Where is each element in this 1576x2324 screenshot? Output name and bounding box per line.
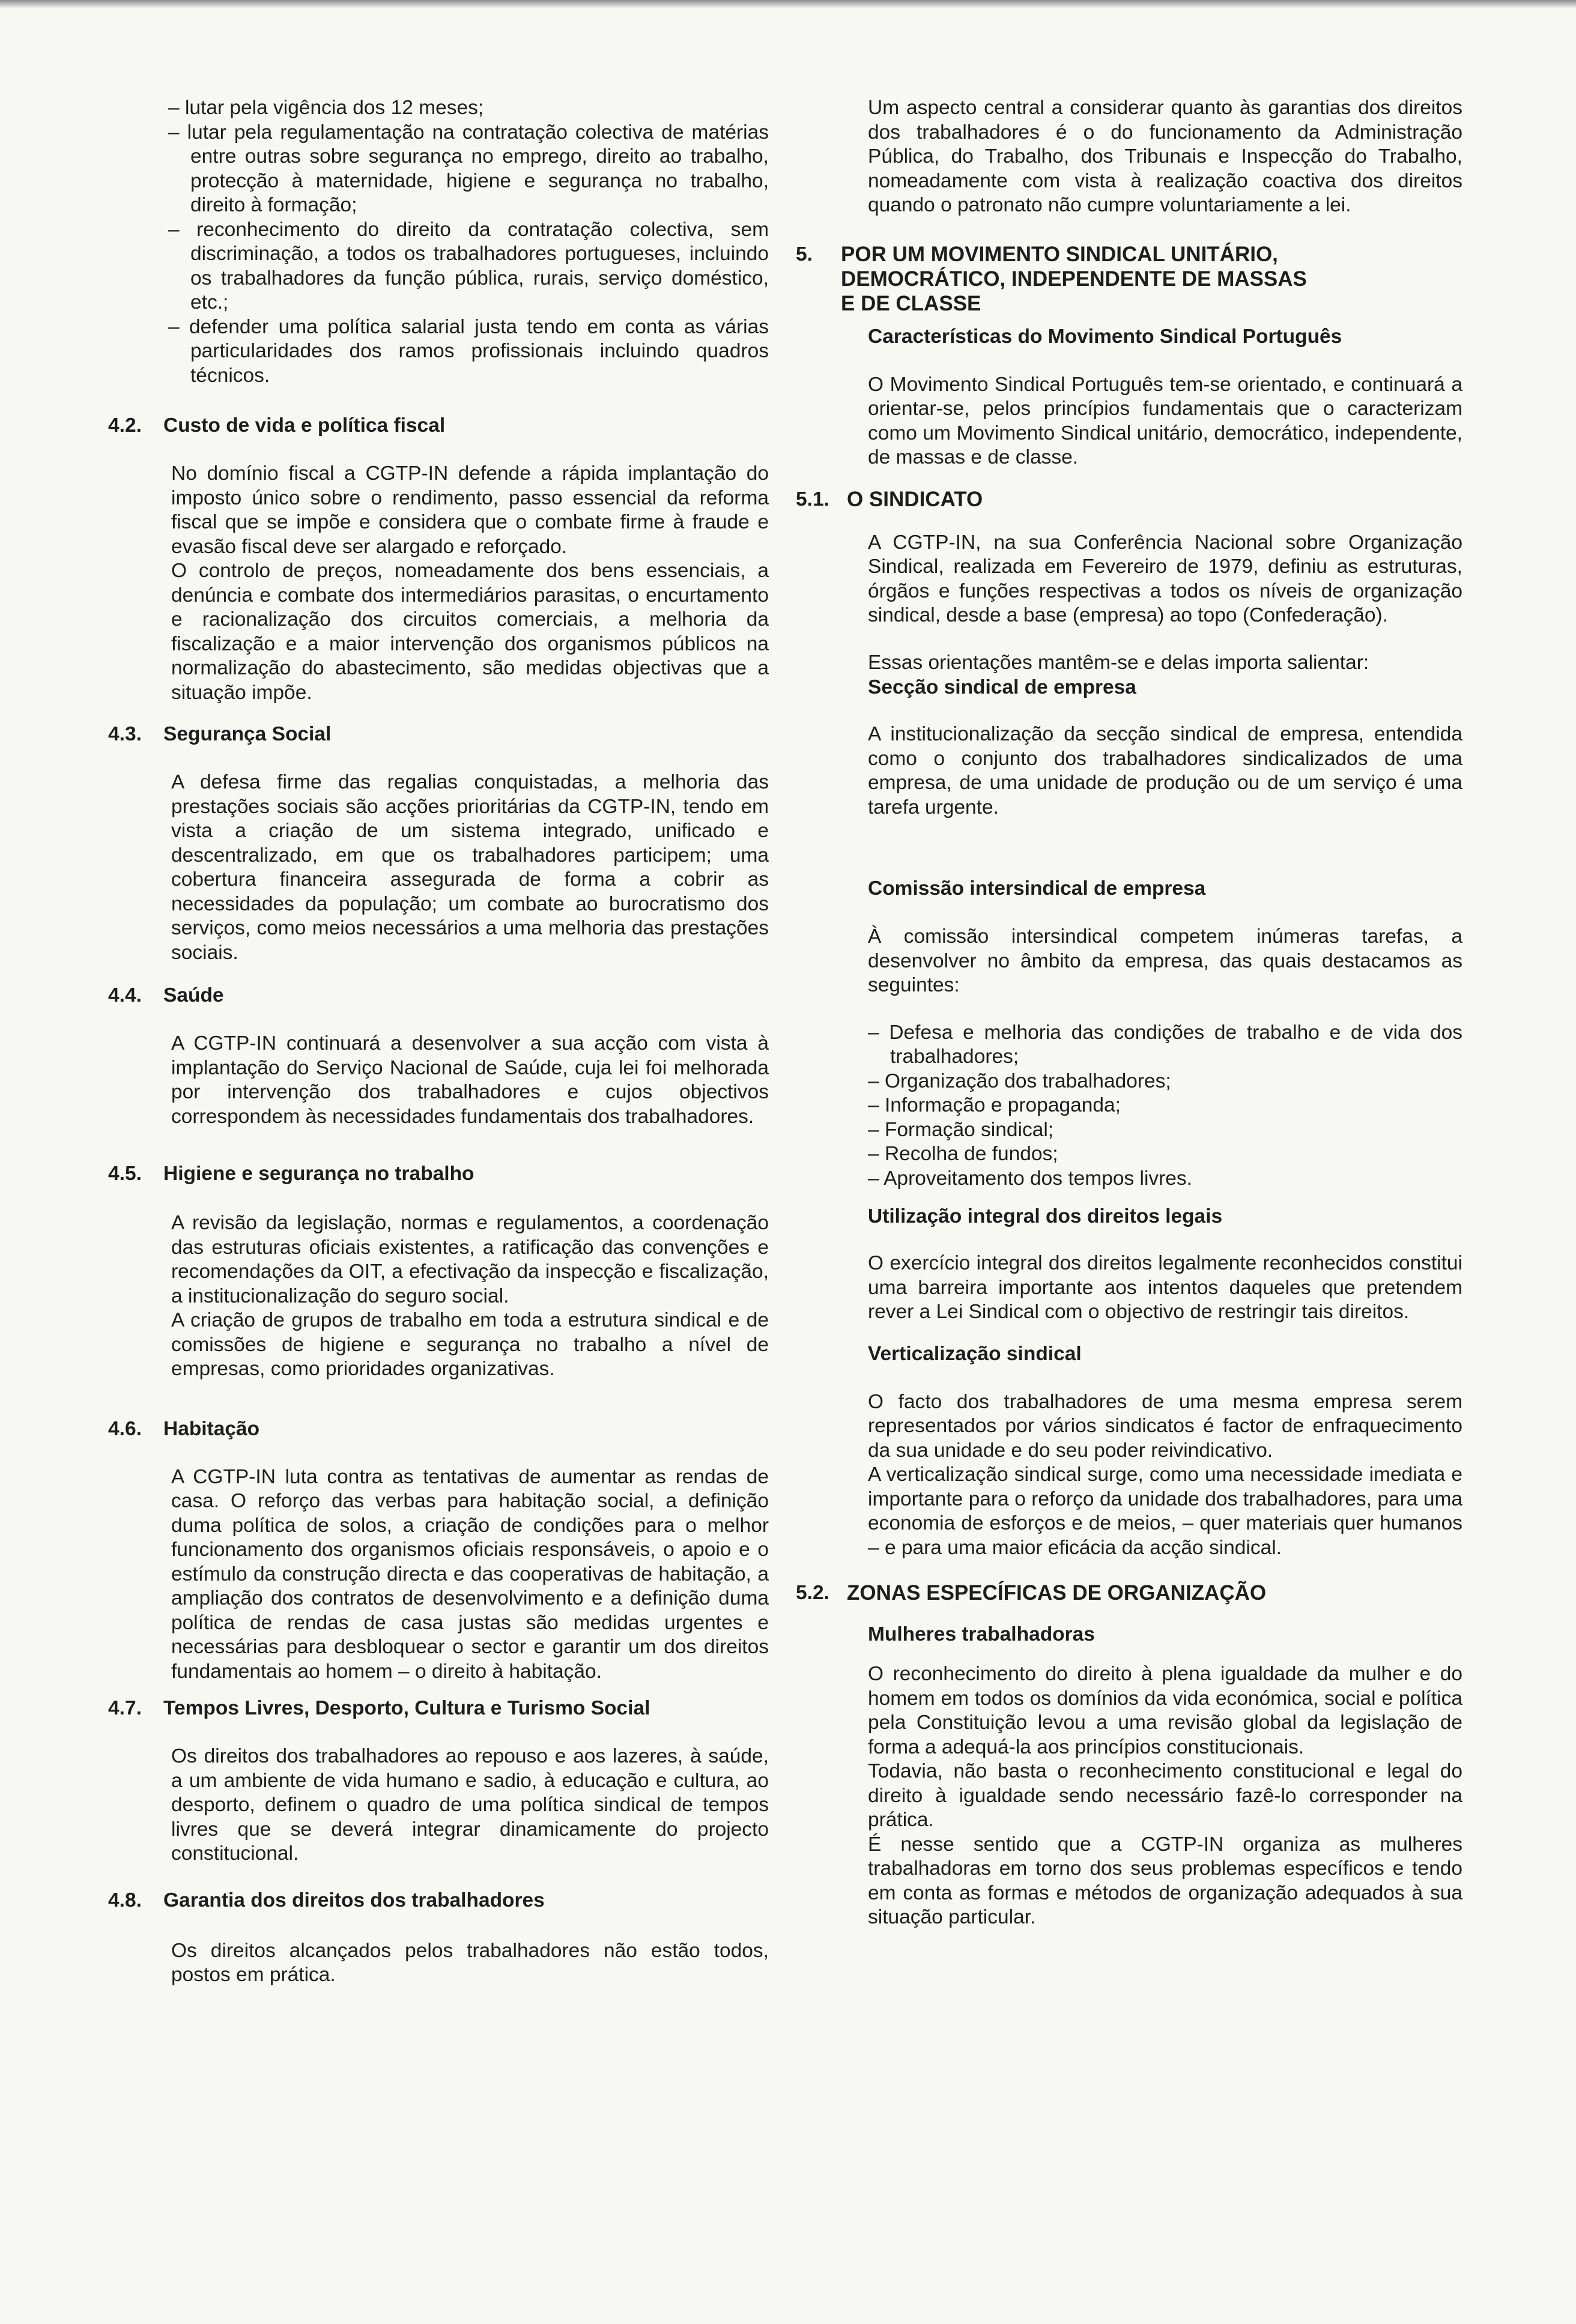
paragraph: Os direitos alcançados pelos trabalhadores não estão todos, postos em prática.: [171, 1939, 769, 1986]
paragraph: A CGTP-IN continuará a desenvolver a sua acção com vista à implantação do Serviço Nacional de Saúde, cuja lei foi melhorada por intervenção dos trabalhadores e cujos objectivos correspondem às necessidades fundamentais dos trabalhadores.: [171, 1032, 769, 1128]
bullet-list: [168, 96, 769, 388]
subsection-title: Comissão intersindical de empresa: [868, 877, 1206, 900]
paragraph: Essas orientações mantêm-se e delas importa salientar:: [868, 651, 1369, 674]
section-title: ZONAS ESPECÍFICAS DE ORGANIZAÇÃO: [847, 1581, 1267, 1605]
list-item: – Defesa e melhoria das condições de trabalho e de vida dos trabalhadores;: [868, 1021, 1462, 1068]
list-item: – Recolha de fundos;: [868, 1143, 1058, 1165]
list-item: – lutar pela regulamentação na contratação colectiva de matérias entre outras sobre segurança no emprego, direito ao trabalho, protecção à maternidade, higiene e segurança no trabalho, direito à formação;: [168, 121, 769, 216]
section-heading-4-7: [108, 1696, 769, 1720]
section-heading-4-2: [108, 413, 769, 438]
section-number: 5.: [796, 243, 813, 265]
section-heading-4-6: [108, 1417, 769, 1441]
paragraph: Um aspecto central a considerar quanto às garantias dos direitos dos trabalhadores é o do funcionamento da Administração Pública, do Trabalho, dos Tribunais e Inspecção do Trabalho, nomeadamente com vista à realização coactiva dos direitos quando o patronato não cumpre voluntariamente a lei.: [868, 97, 1462, 216]
paragraph: O Movimento Sindical Português tem-se orientado, e continuará a orientar-se, pelos princípios fundamentais que o caracterizam como um Movimento Sindical unitário, democrático, independente, de massas e de classe.: [868, 373, 1462, 468]
scan-edge: [0, 0, 1576, 8]
list-item: – defender uma política salarial justa tendo em conta as várias particularidades dos ramos profissionais incluindo quadros técnicos.: [168, 315, 769, 387]
paragraph: A verticalização sindical surge, como uma necessidade imediata e importante para o reforço da unidade dos trabalhadores, para uma economia de esforços e de meios, – quer materiais quer humanos – e para uma maior eficácia da acção sindical.: [868, 1463, 1462, 1559]
section-number: 4.3.: [108, 723, 142, 745]
section-title: [841, 242, 1462, 316]
section-heading-4-8: [108, 1888, 769, 1913]
paragraph: No domínio fiscal a CGTP-IN defende a rápida implantação do imposto único sobre o rendimento, passo essencial da reforma fiscal que se impõe e considera que o combate firme à fraude e evasão fiscal deve ser alargado e reforçado.: [171, 462, 769, 558]
section-number: 4.6.: [108, 1417, 142, 1440]
section-number: 4.8.: [108, 1889, 142, 1911]
paragraph: A institucionalização da secção sindical de empresa, entendida como o conjunto dos trabalhadores sindicalizados de uma empresa, de uma unidade de produção ou de um serviço é uma tarefa urgente.: [868, 723, 1462, 819]
section-number: 5.2.: [796, 1582, 829, 1604]
subsection-title: Secção sindical de empresa: [868, 676, 1136, 698]
paragraph: A CGTP-IN, na sua Conferência Nacional sobre Organização Sindical, realizada em Fevereiro de 1979, definiu as estruturas, órgãos e funções respectivas a todos os níveis de organização sindical, desde a base (empresa) ao topo (Confederação).: [868, 531, 1462, 626]
section-number: 4.4.: [108, 984, 142, 1006]
list-item: – lutar pela vigência dos 12 meses;: [168, 97, 484, 119]
right-column: [796, 96, 1462, 1930]
section-title: O SINDICATO: [847, 487, 983, 511]
section-title: Custo de vida e política fiscal: [163, 414, 446, 437]
list-item: – Aproveitamento dos tempos livres.: [868, 1167, 1192, 1190]
subsection-title: Características do Movimento Sindical Português: [868, 325, 1342, 348]
section-heading-4-4: [108, 983, 769, 1008]
section-title: Saúde: [163, 984, 224, 1006]
task-list: [868, 1021, 1462, 1191]
section-title: Tempos Livres, Desporto, Cultura e Turismo Social: [163, 1697, 650, 1719]
section-title: Segurança Social: [163, 723, 332, 745]
list-item: – Organização dos trabalhadores;: [868, 1070, 1171, 1092]
paragraph: A defesa firme das regalias conquistadas, a melhoria das prestações sociais são acções prioritárias da CGTP-IN, tendo em vista a criação de um sistema integrado, unificado e descentralizado, em que os trabalhadores participem; uma cobertura financeira assegurada de forma a cobrir as necessidades da população; um combate ao burocratismo dos serviços, como meios necessários a uma melhoria das prestações sociais.: [171, 771, 769, 964]
paragraph: É nesse sentido que a CGTP-IN organiza as mulheres trabalhadoras em torno dos seus problemas específicos e tendo em conta as formas e métodos de organização adequados à sua situação particular.: [868, 1833, 1462, 1928]
paragraph: A criação de grupos de trabalho em toda a estrutura sindical e de comissões de higiene e segurança no trabalho a nível de empresas, como prioridades organizativas.: [171, 1309, 769, 1380]
section-heading-4-5: [108, 1161, 769, 1186]
section-title: Habitação: [163, 1417, 260, 1440]
paragraph: À comissão intersindical competem inúmeras tarefas, a desenvolver no âmbito da empresa, das quais destacamos as seguintes:: [868, 925, 1462, 996]
section-title-line: DEMOCRÁTICO, INDEPENDENTE DE MASSAS: [841, 267, 1307, 291]
section-heading-4-3: [108, 722, 769, 746]
subsection-title: Mulheres trabalhadoras: [868, 1623, 1095, 1645]
list-item: – Informação e propaganda;: [868, 1094, 1121, 1116]
section-heading-5-1: [796, 487, 1462, 512]
subsection-title: Verticalização sindical: [868, 1342, 1082, 1365]
paragraph: O facto dos trabalhadores de uma mesma empresa serem representados por vários sindicatos é factor de enfraquecimento da sua unidade e do seu poder reivindicativo.: [868, 1390, 1462, 1462]
subsection-title: Utilização integral dos direitos legais: [868, 1205, 1223, 1227]
paragraph: Todavia, não basta o reconhecimento constitucional e legal do direito à igualdade sendo necessário fazê-lo corresponder na prática.: [868, 1760, 1462, 1831]
paragraph: Os direitos dos trabalhadores ao repouso e aos lazeres, à saúde, a um ambiente de vida humano e sadio, à educação e cultura, ao desporto, definem o quadro de uma política sindical de tempos livres que se deverá integrar dinamicamente do projecto constitucional.: [171, 1745, 769, 1865]
paragraph: O exercício integral dos direitos legalmente reconhecidos constitui uma barreira importante aos intentos daqueles que pretendem rever a Lei Sindical com o objectivo de restringir tais direitos.: [868, 1252, 1462, 1323]
paragraph: O controlo de preços, nomeadamente dos bens essenciais, a denúncia e combate dos intermediários parasitas, o encurtamento e racionalização dos circuitos comerciais, a melhoria da fiscalização e a maior intervenção dos organismos públicos na normalização do abastecimento, são medidas objectivas que a situação impõe.: [171, 560, 769, 704]
section-title: Garantia dos direitos dos trabalhadores: [163, 1889, 545, 1911]
section-heading-5: [796, 242, 1462, 316]
list-item: – Formação sindical;: [868, 1118, 1054, 1141]
section-title-line: POR UM MOVIMENTO SINDICAL UNITÁRIO,: [841, 242, 1278, 266]
section-number: 4.7.: [108, 1697, 142, 1719]
section-title: Higiene e segurança no trabalho: [163, 1163, 474, 1185]
section-heading-5-2: [796, 1581, 1462, 1605]
paragraph: O reconhecimento do direito à plena igualdade da mulher e do homem em todos os domínios da vida económica, social e política pela Constituição levou a uma revisão global da legislação de forma a adequá-la aos princípios constitucionais.: [868, 1663, 1462, 1758]
paragraph: A CGTP-IN luta contra as tentativas de aumentar as rendas de casa. O reforço das verbas para habitação social, a definição duma política de solos, a criação de condições para o melhor funcionamento dos organismos oficiais responsáveis, o apoio e o estímulo da construção directa e das cooperativas de habitação, a ampliação dos contratos de desenvolvimento e a definição duma política de rendas de casa justas são medidas urgentes e necessárias para desbloquear o sector e garantir um dos direitos fundamentais ao homem – o direito à habitação.: [171, 1465, 769, 1683]
section-number: 4.5.: [108, 1163, 142, 1185]
section-number: 4.2.: [108, 414, 142, 437]
section-title-line: E DE CLASSE: [841, 291, 981, 315]
list-item: – reconhecimento do direito da contratação colectiva, sem discriminação, a todos os trabalhadores portugueses, incluindo os trabalhadores da função pública, rurais, serviço doméstico, etc.;: [168, 218, 769, 313]
left-column: [108, 96, 769, 1988]
section-number: 5.1.: [796, 488, 829, 510]
paragraph: A revisão da legislação, normas e regulamentos, a coordenação das estruturas oficiais existentes, a ratificação das convenções e recomendações da OIT, a efectivação da inspecção e fiscalização, a institucionalização do seguro social.: [171, 1212, 769, 1307]
